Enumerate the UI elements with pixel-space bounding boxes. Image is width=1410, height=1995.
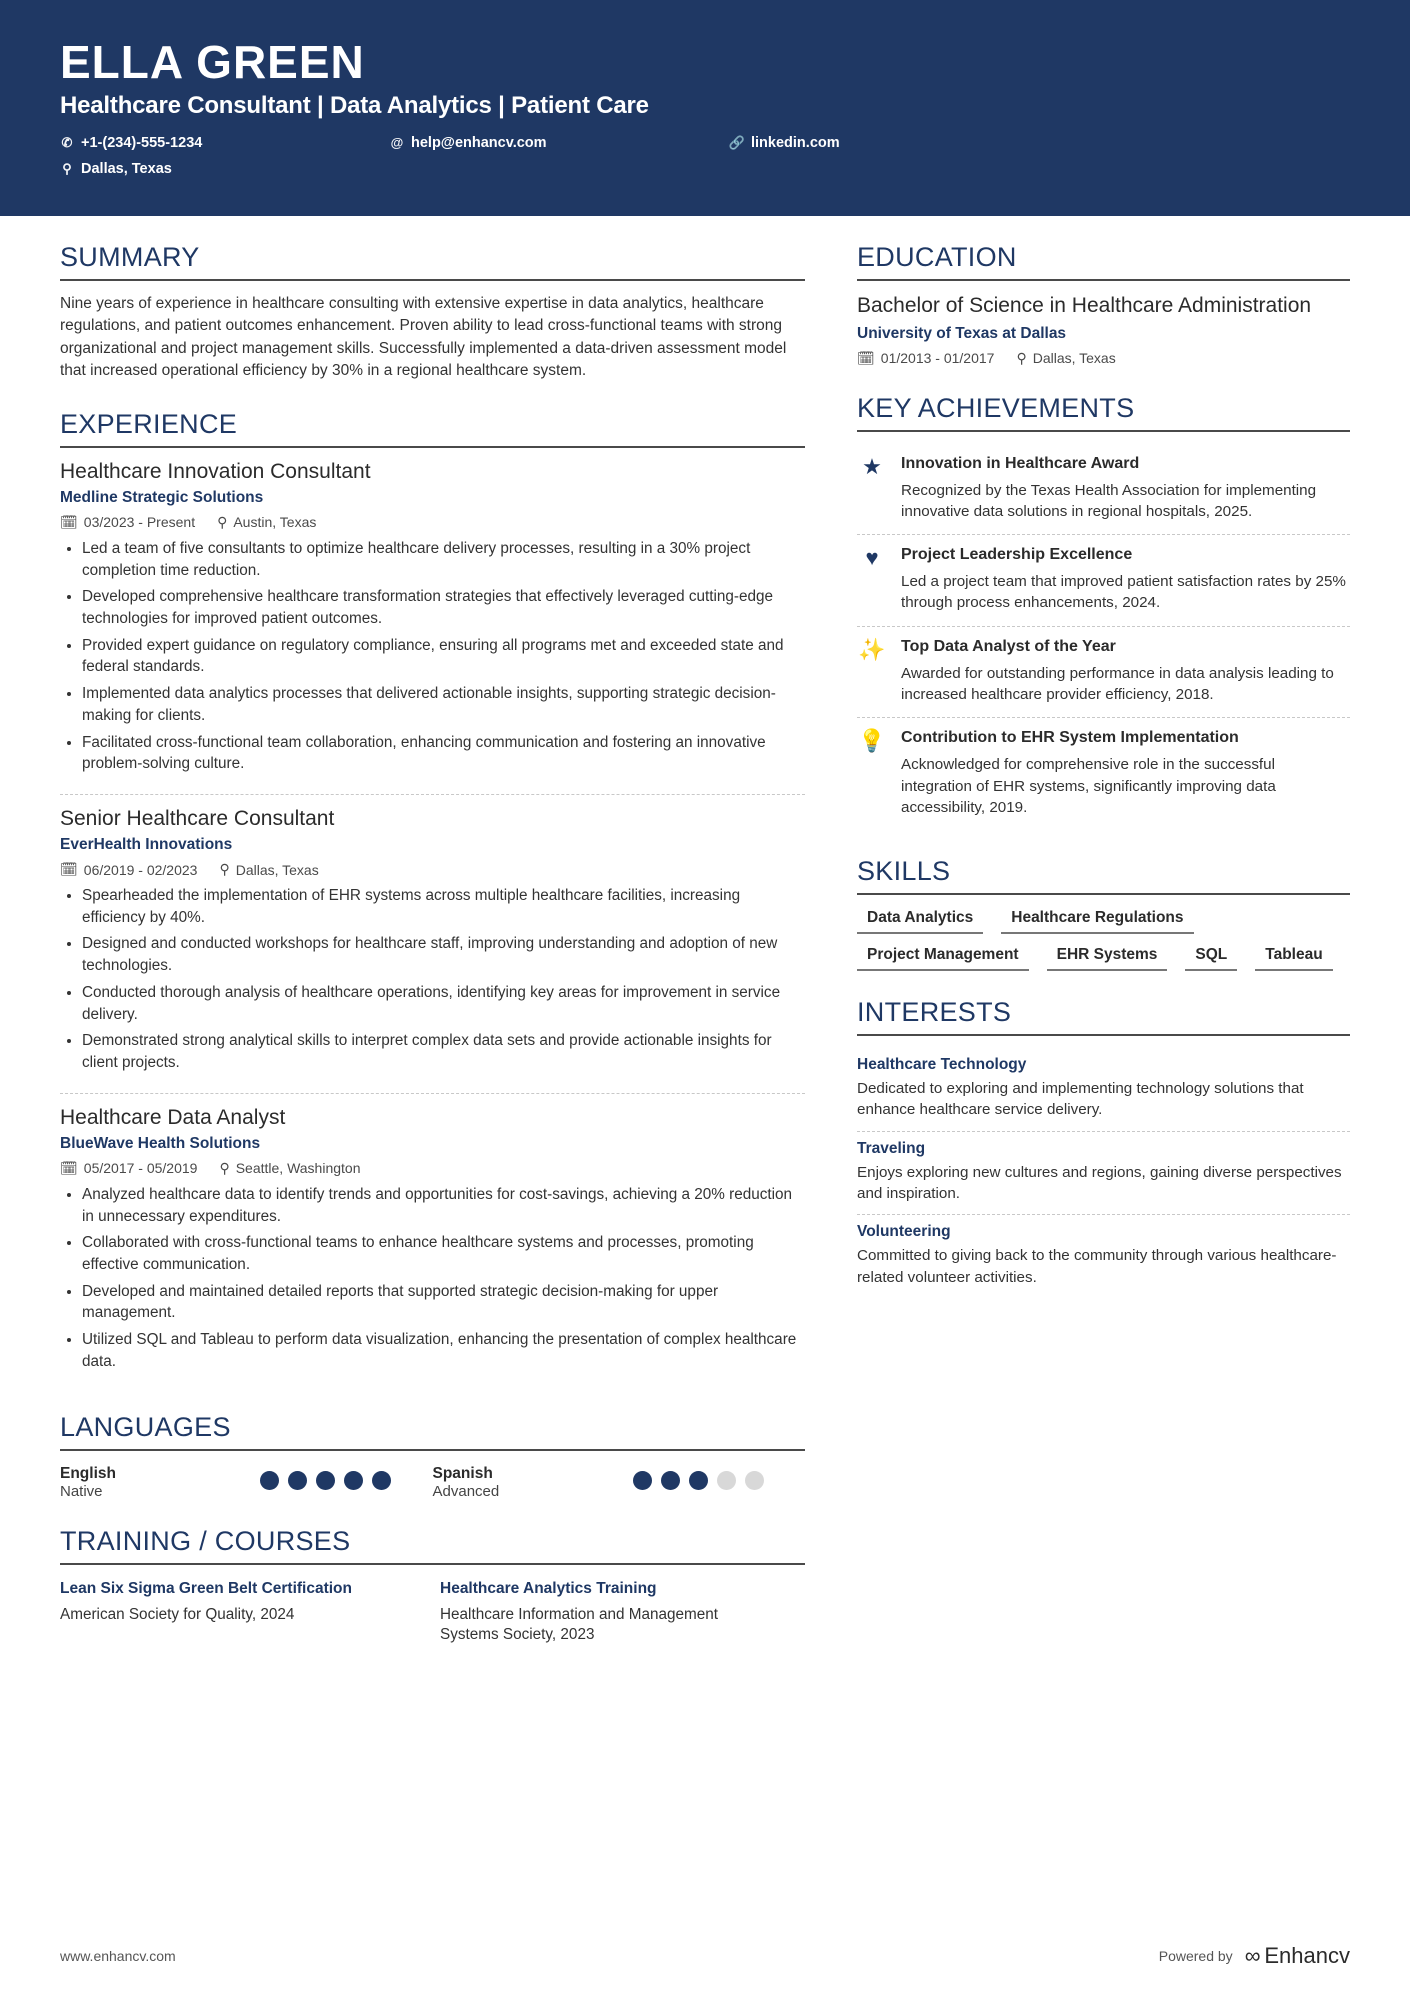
job-bullet: • Demonstrated strong analytical skills to interpret complex data sets and provide actionable insights for client projects. <box>82 1030 805 1073</box>
job-bullet: • Provided expert guidance on regulatory compliance, ensuring all programs met and exceeded state and federal standards. <box>82 635 805 678</box>
rating-dot-empty <box>717 1471 736 1490</box>
candidate-name: ELLA GREEN <box>60 36 365 88</box>
job-location <box>217 514 316 531</box>
interest-name: Traveling <box>857 1139 926 1157</box>
achievement-item <box>857 718 1350 830</box>
language-rating <box>260 1465 391 1490</box>
powered-by-label: Powered by <box>1158 1948 1233 1964</box>
training-org: American Society for Quality, 2024 <box>60 1605 295 1623</box>
training-grid <box>60 1579 805 1646</box>
contact-phone[interactable] <box>60 134 390 153</box>
rating-dot <box>661 1471 680 1490</box>
job-bullet: • Designed and conducted workshops for healthcare staff, improving understanding and adoption of new technologies. <box>82 933 805 976</box>
section-interests <box>857 997 1350 1298</box>
education-dates-text: 01/2013 - 01/2017 <box>880 350 995 367</box>
interests-title: INTERESTS <box>857 997 1012 1028</box>
resume-body <box>0 216 1410 1672</box>
job-meta <box>60 861 805 878</box>
job-bullets <box>60 538 805 775</box>
calendar-icon: 🗓 <box>60 513 78 530</box>
location-pin-icon: ⚲ <box>219 1159 230 1176</box>
location-pin-icon: ⚲ <box>219 861 230 878</box>
language-item <box>433 1465 806 1500</box>
footer-website[interactable]: www.enhancv.com <box>60 1948 176 1964</box>
contact-email-text: help@enhancv.com <box>411 135 547 152</box>
job-location <box>219 861 318 878</box>
calendar-icon: 🗓 <box>60 861 78 878</box>
divider <box>857 893 1350 895</box>
training-org: Healthcare Information and Management Systems Society, 2023 <box>440 1605 719 1644</box>
achievement-item <box>857 535 1350 627</box>
job-dates <box>60 1160 197 1177</box>
summary-text: Nine years of experience in healthcare consulting with extensive expertise in data analytics, healthcare regulations, and patient outcomes enhancement. Proven ability to lead cross-functional teams with strong organizational and project management skills. Successfully implemented a data-driven assessment model that increased operational efficiency by 30% in a regional healthcare system. <box>60 294 787 380</box>
achievement-item <box>857 444 1350 536</box>
footer-powered-by <box>1159 1943 1350 1969</box>
divider <box>60 1449 805 1451</box>
section-languages <box>60 1412 805 1500</box>
job-bullet: • Led a team of five consultants to optimize healthcare delivery processes, resulting in a 30% project completion time reduction. <box>82 538 805 581</box>
job-meta <box>60 514 805 531</box>
rating-dot-empty <box>745 1471 764 1490</box>
rating-dot <box>260 1471 279 1490</box>
section-experience <box>60 409 805 1386</box>
skill-tag: Project Management <box>857 944 1029 971</box>
job-dates-text: 03/2023 - Present <box>83 514 196 531</box>
contact-phone-text: +1-(234)-555-1234 <box>81 135 203 152</box>
job-location-text: Austin, Texas <box>233 514 317 531</box>
language-name: English <box>60 1464 116 1482</box>
job-bullet: • Developed and maintained detailed reports that supported strategic decision-making for upper management. <box>82 1281 805 1324</box>
resume-header <box>0 0 1410 216</box>
right-column <box>857 242 1350 1672</box>
divider <box>857 1034 1350 1036</box>
experience-item <box>60 794 805 1087</box>
language-item <box>60 1465 433 1500</box>
job-company: BlueWave Health Solutions <box>60 1134 261 1152</box>
training-name: Lean Six Sigma Green Belt Certification <box>60 1579 352 1597</box>
job-company: EverHealth Innovations <box>60 836 233 854</box>
contact-email[interactable] <box>390 134 730 153</box>
rating-dot <box>633 1471 652 1490</box>
training-name: Healthcare Analytics Training <box>440 1579 657 1597</box>
rating-dot <box>372 1471 391 1490</box>
section-summary <box>60 242 805 383</box>
interest-item <box>857 1048 1350 1132</box>
contact-linkedin[interactable] <box>730 134 1030 153</box>
interest-desc: Dedicated to exploring and implementing technology solutions that enhance healthcare service delivery. <box>857 1080 1304 1119</box>
enhancv-brand-text: Enhancv <box>1264 1943 1350 1968</box>
phone-icon: ✆ <box>61 135 73 151</box>
heart-icon: ♥ <box>865 545 879 571</box>
achievement-desc: Acknowledged for comprehensive role in the successful integration of EHR systems, significantly improving data accessibility, 2019. <box>901 756 1276 816</box>
magic-wand-icon: ✨ <box>858 636 886 662</box>
rating-dot <box>288 1471 307 1490</box>
job-bullet: • Utilized SQL and Tableau to perform data visualization, enhancing the presentation of complex healthcare data. <box>82 1329 805 1372</box>
interest-desc: Enjoys exploring new cultures and regions, gaining diverse perspectives and inspiration. <box>857 1163 1342 1202</box>
experience-item <box>60 1093 805 1386</box>
language-level: Advanced <box>432 1482 500 1500</box>
job-bullet: • Spearheaded the implementation of EHR systems across multiple healthcare facilities, increasing efficiency by 40%. <box>82 885 805 928</box>
training-item <box>60 1579 400 1646</box>
section-education <box>857 242 1350 367</box>
contact-location-text: Dallas, Texas <box>81 161 172 178</box>
skill-tag: SQL <box>1185 944 1237 971</box>
enhancv-logo <box>1245 1943 1350 1969</box>
interest-item <box>857 1215 1350 1298</box>
page-footer <box>0 1923 1410 1995</box>
education-location <box>1016 350 1115 367</box>
job-bullet: • Facilitated cross-functional team collaboration, enhancing communication and fostering an innovative problem-solving culture. <box>82 732 805 775</box>
divider <box>60 279 805 281</box>
achievement-title: Contribution to EHR System Implementation <box>901 729 1239 747</box>
job-dates-text: 05/2017 - 05/2019 <box>83 1160 198 1177</box>
section-skills <box>857 856 1350 971</box>
job-bullet: • Conducted thorough analysis of healthcare operations, identifying key areas for improvement in service delivery. <box>82 982 805 1025</box>
job-dates <box>60 514 195 531</box>
skills-title: SKILLS <box>857 856 951 887</box>
calendar-icon: 🗓 <box>60 1159 78 1176</box>
training-title: TRAINING / COURSES <box>60 1525 351 1556</box>
job-dates-text: 06/2019 - 02/2023 <box>83 861 198 878</box>
languages-title: LANGUAGES <box>60 1411 231 1442</box>
interest-name: Volunteering <box>857 1223 951 1241</box>
education-meta <box>857 350 1350 367</box>
achievements-title: KEY ACHIEVEMENTS <box>857 392 1135 423</box>
training-item <box>440 1579 780 1646</box>
skill-tag: Tableau <box>1255 944 1332 971</box>
rating-dot <box>316 1471 335 1490</box>
job-bullets <box>60 885 805 1074</box>
left-column <box>60 242 805 1672</box>
job-bullet: • Analyzed healthcare data to identify trends and opportunities for cost-savings, achieving a 20% reduction in unnecessary expenditures. <box>82 1184 805 1227</box>
skills-list <box>857 907 1350 971</box>
job-bullet: • Collaborated with cross-functional teams to enhance healthcare systems and processes, promoting effective communication. <box>82 1232 805 1275</box>
job-location-text: Seattle, Washington <box>235 1160 361 1177</box>
language-rating <box>633 1465 764 1490</box>
achievement-desc: Recognized by the Texas Health Association for implementing innovative data solutions in regional hospitals, 2025. <box>901 481 1317 520</box>
job-bullets <box>60 1184 805 1373</box>
section-training <box>60 1526 805 1646</box>
language-level: Native <box>60 1482 103 1500</box>
job-company: Medline Strategic Solutions <box>60 488 264 506</box>
job-meta <box>60 1160 805 1177</box>
calendar-icon: 🗓 <box>857 349 875 366</box>
education-degree: Bachelor of Science in Healthcare Administration <box>857 293 1312 317</box>
experience-title: EXPERIENCE <box>60 408 238 439</box>
experience-item <box>60 460 805 788</box>
candidate-headline: Healthcare Consultant | Data Analytics | Patient Care <box>60 92 649 120</box>
skill-tag: Healthcare Regulations <box>1001 907 1193 934</box>
interest-name: Healthcare Technology <box>857 1056 1027 1074</box>
location-pin-icon: ⚲ <box>62 161 72 177</box>
summary-title: SUMMARY <box>60 241 200 272</box>
rating-dot <box>689 1471 708 1490</box>
education-school: University of Texas at Dallas <box>857 324 1067 342</box>
achievement-desc: Led a project team that improved patient satisfaction rates by 25% through process enhancements, 2024. <box>901 573 1346 612</box>
contact-linkedin-text: linkedin.com <box>751 135 840 152</box>
interest-desc: Committed to giving back to the community through various healthcare-related volunteer activities. <box>857 1247 1337 1286</box>
interest-item <box>857 1132 1350 1216</box>
education-dates <box>857 350 994 367</box>
divider <box>857 430 1350 432</box>
skill-tag: EHR Systems <box>1047 944 1168 971</box>
contact-row <box>60 134 1350 186</box>
education-title: EDUCATION <box>857 241 1017 272</box>
achievement-title: Project Leadership Excellence <box>901 546 1133 564</box>
divider <box>857 279 1350 281</box>
job-role: Healthcare Innovation Consultant <box>60 459 371 483</box>
job-role: Senior Healthcare Consultant <box>60 807 335 831</box>
location-pin-icon: ⚲ <box>1016 349 1027 366</box>
job-bullet: • Developed comprehensive healthcare transformation strategies that effectively leveraged cutting-edge technologies for improved patient outcomes. <box>82 586 805 629</box>
contact-location <box>60 160 390 179</box>
achievement-title: Innovation in Healthcare Award <box>901 454 1140 472</box>
rating-dot <box>344 1471 363 1490</box>
job-dates <box>60 861 197 878</box>
education-location-text: Dallas, Texas <box>1032 350 1116 367</box>
language-name: Spanish <box>432 1464 493 1482</box>
location-pin-icon: ⚲ <box>217 513 228 530</box>
section-achievements <box>857 393 1350 831</box>
job-role: Healthcare Data Analyst <box>60 1105 286 1129</box>
divider <box>60 1563 805 1565</box>
achievement-title: Top Data Analyst of the Year <box>901 637 1116 655</box>
job-location-text: Dallas, Texas <box>235 861 319 878</box>
email-icon: @ <box>390 135 404 151</box>
job-bullet: • Implemented data analytics processes that delivered actionable insights, supporting strategic decision-making for clients. <box>82 683 805 726</box>
achievement-item <box>857 627 1350 719</box>
achievement-desc: Awarded for outstanding performance in data analysis leading to increased healthcare provider efficiency, 2018. <box>901 664 1334 703</box>
lightbulb-icon: 💡 <box>858 728 886 754</box>
divider <box>60 446 805 448</box>
star-icon: ★ <box>862 453 882 479</box>
skill-tag: Data Analytics <box>857 907 983 934</box>
job-location <box>219 1160 360 1177</box>
link-icon: 🔗 <box>728 135 746 151</box>
languages-grid <box>60 1465 805 1500</box>
enhancv-mark-icon: ∞ <box>1244 1943 1258 1968</box>
